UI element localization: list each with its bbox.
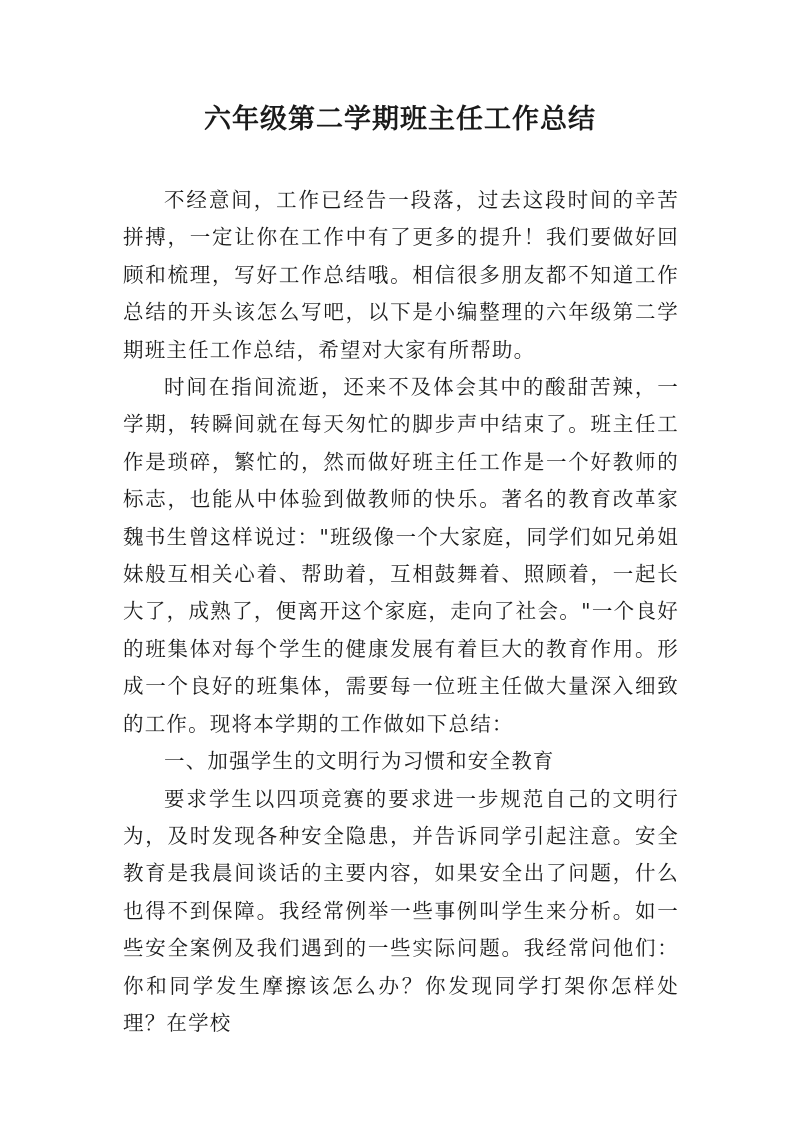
section-heading-1: 一、加强学生的文明行为习惯和安全教育 (164, 749, 555, 774)
document-title: 六年级第二学期班主任工作总结 (204, 104, 596, 135)
paragraph-intro: 不经意间，工作已经告一段落，过去这段时间的辛苦拼搏，一定让你在工作中有了更多的提升！我们要做好回顾和梳理，写好工作总结哦。相信很多朋友都不知道工作总结的开头该怎么写吧，以下是小编整理的六年级第二学期班主任工作总结，希望对大家有所帮助。 (123, 188, 679, 362)
paragraph-overview: 时间在指间流逝，还来不及体会其中的酸甜苦辣，一学期，转瞬间就在每天匆忙的脚步声中结束了。班主任工作是琐碎，繁忙的，然而做好班主任工作是一个好教师的标志，也能从中体验到做教师的快乐。著名的教育改革家魏书生曾这样说过："班级像一个大家庭，同学们如兄弟姐妹般互相关心着、帮助着，互相鼓舞着、照顾着，一起长大了，成熟了，便离开这个家庭，走向了社会。"一个良好的班集体对每个学生的健康发展有着巨大的教育作用。形成一个良好的班集体，需要每一位班主任做大量深入细致的工作。现将本学期的工作做如下总结： (123, 375, 679, 736)
document-body (123, 182, 679, 1042)
paragraph-section-1: 要求学生以四项竞赛的要求进一步规范自己的文明行为，及时发现各种安全隐患，并告诉同学引起注意。安全教育是我晨间谈话的主要内容，如果安全出了问题，什么也得不到保障。我经常例举一些事例叫学生来分析。如一些安全案例及我们遇到的一些实际问题。我经常问他们：你和同学发生摩擦该怎么办？你发现同学打架你怎样处理？在学校 (123, 786, 679, 1035)
